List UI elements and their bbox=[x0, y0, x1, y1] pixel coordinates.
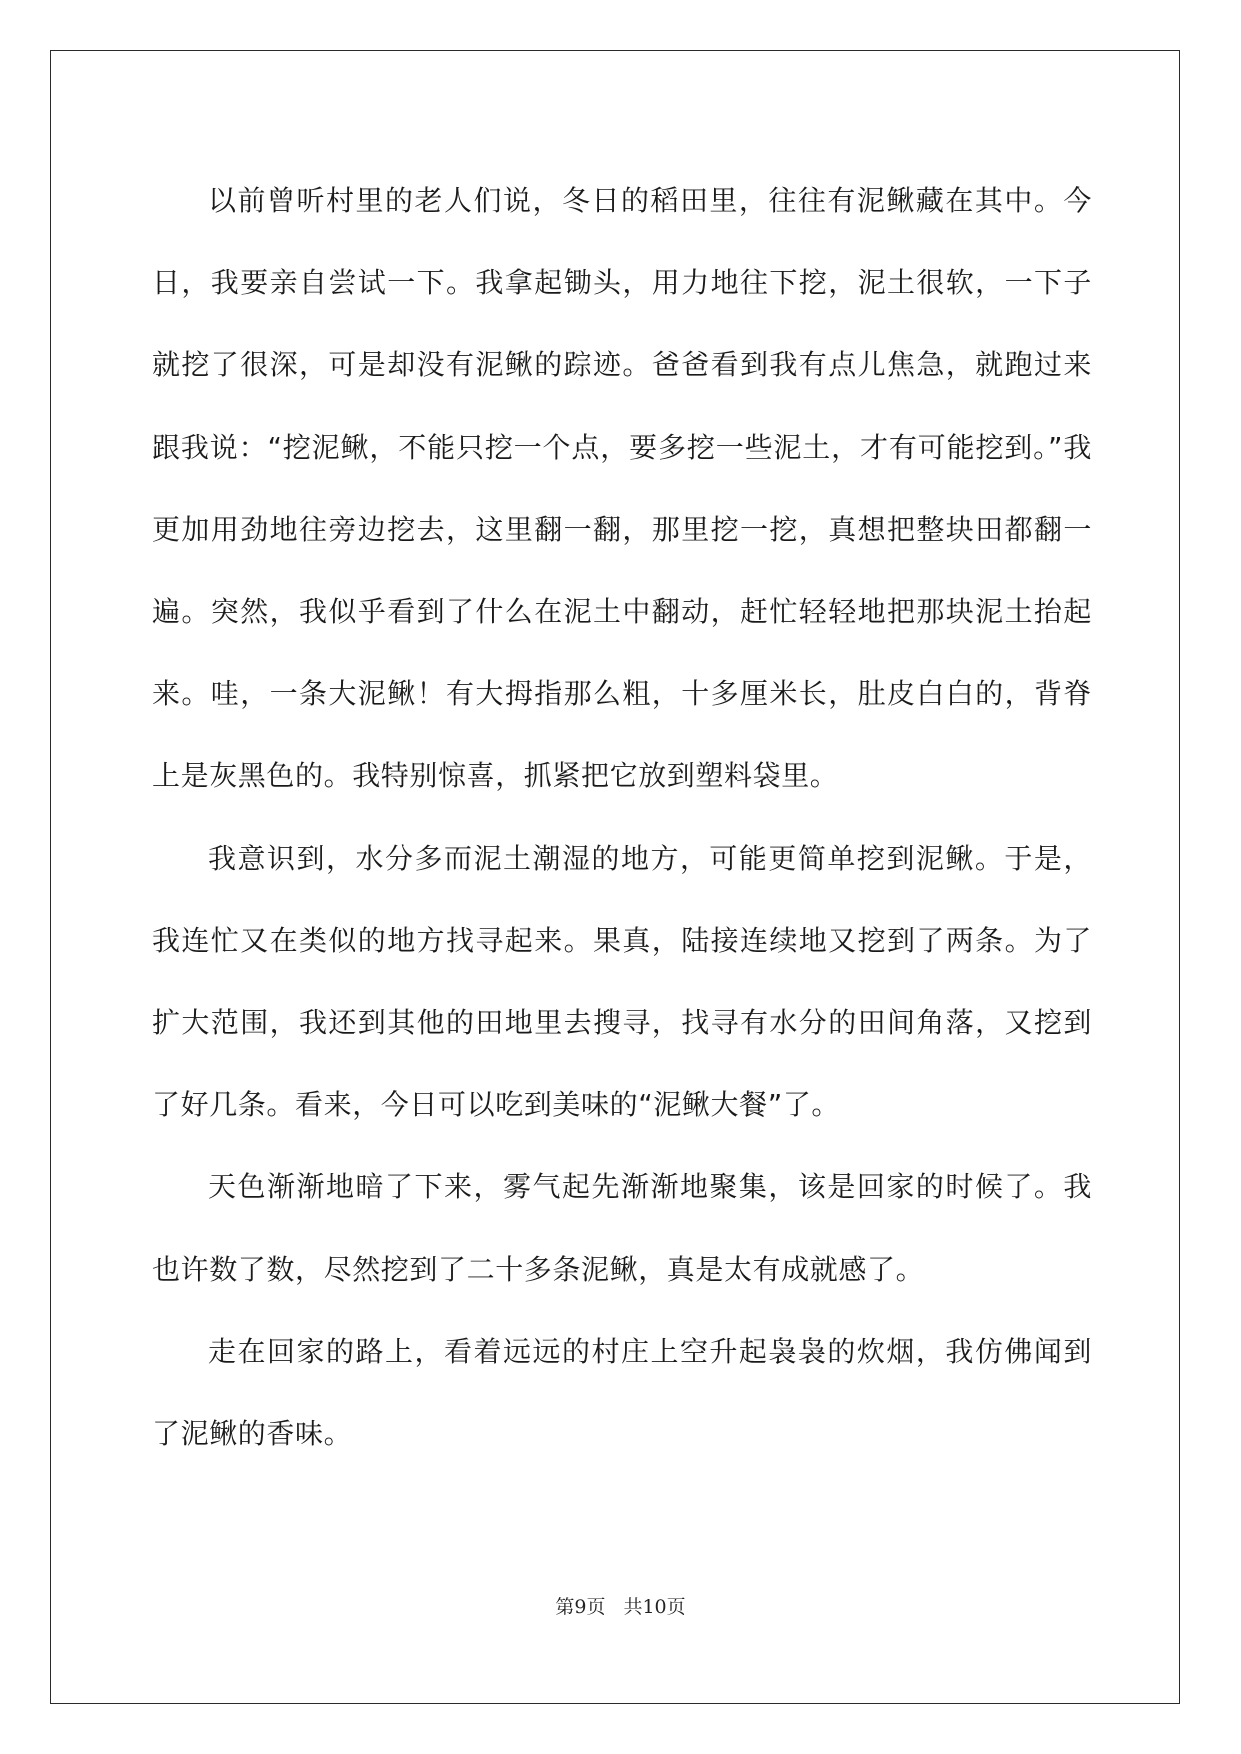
paragraph-1: 以前曾听村里的老人们说，冬日的稻田里，往往有泥鳅藏在其中。今日，我要亲自尝试一下。我拿起锄头，用力地往下挖，泥土很软，一下子就挖了很深，可是却没有泥鳅的踪迹。爸爸看到我有点儿焦急，就跑过来跟我说：“挖泥鳅，不能只挖一个点，要多挖一些泥土，才有可能挖到。”我更加用劲地往旁边挖去，这里翻一翻，那里挖一挖，真想把整块田都翻一遍。突然，我似乎看到了什么在泥土中翻动，赶忙轻轻地把那块泥土抬起来。哇，一条大泥鳅！有大拇指那么粗，十多厘米长，肚皮白白的，背脊上是灰黑色的。我特别惊喜，抓紧把它放到塑料袋里。 bbox=[152, 184, 1092, 793]
paragraph-3: 天色渐渐地暗了下来，雾气起先渐渐地聚集，该是回家的时候了。我也许数了数，尽然挖到了二十多条泥鳅，真是太有成就感了。 bbox=[152, 1170, 1092, 1286]
paragraph-2: 我意识到，水分多而泥土潮湿的地方，可能更简单挖到泥鳅。于是，我连忙又在类似的地方找寻起来。果真，陆接连续地又挖到了两条。为了扩大范围，我还到其他的田地里去搜寻，找寻有水分的田间角落，又挖到了好几条。看来，今日可以吃到美味的“泥鳅大餐”了。 bbox=[152, 841, 1092, 1122]
page-footer bbox=[0, 1592, 1241, 1619]
paragraph-4: 走在回家的路上，看着远远的村庄上空升起袅袅的炊烟，我仿佛闻到了泥鳅的香味。 bbox=[152, 1334, 1092, 1451]
document-body bbox=[152, 160, 1092, 1475]
page-number: 第9页 bbox=[555, 1596, 606, 1618]
page-total: 共10页 bbox=[623, 1596, 686, 1618]
